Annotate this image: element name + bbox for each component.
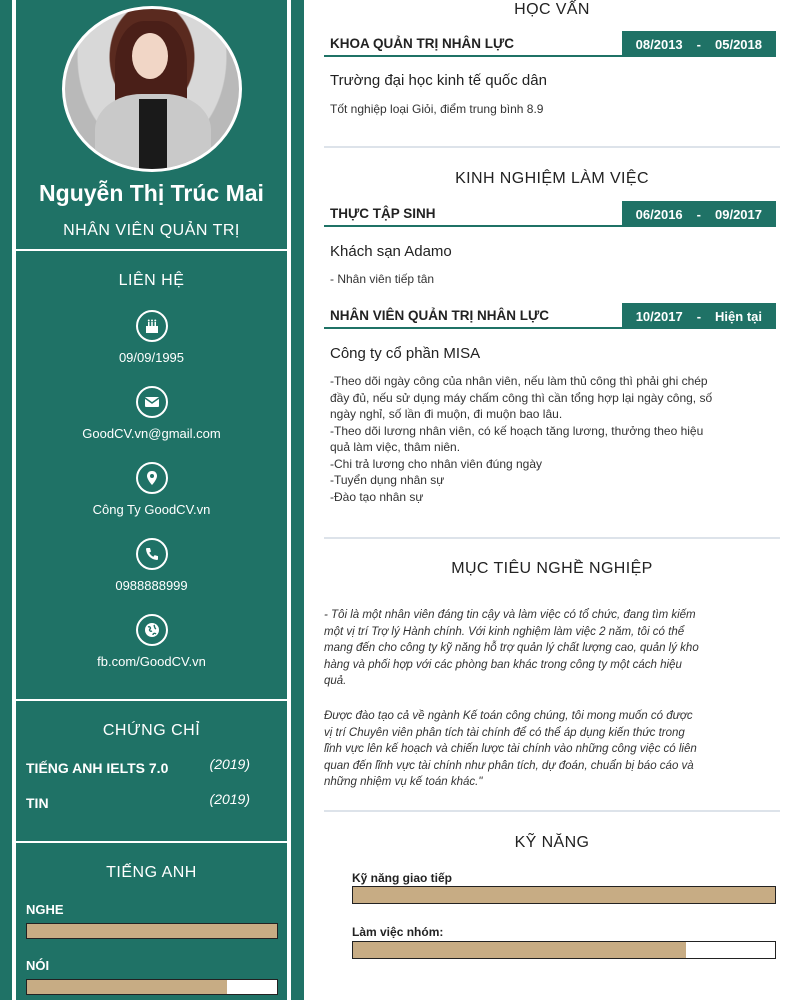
education-title: KHOA QUẢN TRỊ NHÂN LỰC	[330, 36, 514, 51]
description-line: -Theo dõi lương nhân viên, có kế hoạch tăng lương, thưởng theo hiệu	[330, 423, 704, 438]
objective-line: những nhiệm vụ kế toán khác."	[324, 776, 483, 788]
objective-line: một vị trí Trợ lý Hành chính. Với kinh nghiệm làm việc 2 năm, tôi có thể	[324, 625, 685, 638]
job-title: NHÂN VIÊN QUẢN TRỊ NHÂN LỰC	[330, 308, 549, 323]
description-line: - Nhân viên tiếp tân	[330, 272, 435, 286]
certificate-item	[26, 791, 276, 811]
job-description	[330, 373, 780, 505]
date-end: 09/2017	[715, 206, 762, 222]
profile-name: Nguyễn Thị Trúc Mai	[39, 180, 264, 206]
languages-heading: TIẾNG ANH	[106, 864, 197, 881]
skill-label: Làm việc nhóm:	[352, 925, 444, 939]
objective-line: vị trí Chuyên viên phân tích tài chính để có thể áp dụng kiến thức trong	[324, 726, 685, 739]
sidebar-divider	[16, 699, 287, 701]
certificate-item	[26, 756, 276, 776]
sidebar-divider	[16, 841, 287, 843]
section-divider	[324, 810, 780, 812]
date-start: 08/2013	[635, 36, 683, 52]
contact-address	[16, 462, 287, 517]
date-range: 06/2016 - 09/2017	[622, 201, 776, 227]
contact-email	[16, 386, 287, 441]
skills-heading: KỸ NĂNG	[514, 834, 590, 851]
objective-line: mang đến cho công ty kỹ năng hỗ trợ quản lý chất lượng cao, quản lý kho	[324, 642, 699, 654]
objective-line: Được đào tạo cả về ngành Kế toán công chúng, tôi mong muốn có được	[324, 710, 693, 722]
skill-label: Kỹ năng giao tiếp	[352, 871, 453, 885]
job-title: THỰC TẬP SINH	[330, 206, 436, 221]
date-range: 08/2013 - 05/2018	[622, 31, 776, 57]
date-end: Hiện tại	[715, 308, 762, 324]
education-row	[324, 31, 776, 57]
profile-role: NHÂN VIÊN QUẢN TRỊ	[63, 222, 240, 239]
location-icon	[136, 462, 168, 494]
contact-text[interactable]: 0988888999	[115, 578, 188, 593]
sidebar-border-right	[287, 0, 291, 1000]
language-label: NÓI	[26, 958, 50, 973]
description-line: -Tuyển dụng nhân sự	[330, 473, 445, 487]
objective-line: - Tôi là một nhân viên đáng tin cậy và làm việc có tổ chức, đang tìm kiếm	[324, 609, 696, 621]
contact-phone	[16, 538, 287, 593]
job-org: Công ty cổ phần MISA	[330, 345, 481, 362]
contact-text[interactable]: GoodCV.vn@gmail.com	[82, 426, 221, 441]
education-heading: HỌC VẤN	[514, 1, 590, 18]
education-org: Trường đại học kinh tế quốc dân	[330, 72, 547, 89]
skill-level-fill	[353, 887, 775, 903]
certificate-year: (2019)	[209, 791, 250, 807]
contact-text[interactable]: fb.com/GoodCV.vn	[97, 654, 206, 669]
objective-line: lĩnh vực lên kế hoạch và chiến lược tài chính vào những công việc có liên	[324, 743, 697, 755]
education-detail: Tốt nghiệp loại Giỏi, điểm trung bình 8.9	[330, 102, 544, 116]
contact-text: 09/09/1995	[118, 350, 185, 365]
description-line: đầy đủ, nếu sử dụng máy chấm công thì cần tổng hợp lại ngày công, số	[330, 390, 713, 405]
section-divider	[324, 146, 780, 148]
language-level-bar	[26, 923, 278, 939]
language-level-fill	[27, 980, 227, 994]
language-label: NGHE	[26, 902, 64, 917]
language-level-bar	[26, 979, 278, 995]
job-description	[330, 271, 780, 288]
job-org: Khách sạn Adamo	[330, 243, 452, 260]
avatar	[62, 6, 242, 172]
section-divider	[324, 537, 780, 539]
mail-icon	[136, 386, 168, 418]
date-start: 06/2016	[635, 206, 683, 222]
skill-level-bar	[352, 941, 776, 959]
description-line: ngày nghỉ, số lần đi muộn, đi muộn bao lâu.	[330, 407, 563, 421]
date-range: 10/2017 - Hiện tại	[622, 303, 776, 329]
description-line: -Đào tạo nhân sự	[330, 489, 424, 504]
certificate-name: TIẾNG ANH IELTS 7.0	[26, 760, 169, 776]
certificate-year: (2019)	[209, 756, 250, 772]
contact-birthday	[16, 310, 287, 365]
certificates-heading: CHỨNG CHỈ	[102, 722, 201, 739]
experience-heading: KINH NGHIỆM LÀM VIỆC	[455, 170, 649, 187]
objective-paragraph	[324, 708, 786, 791]
contact-text: Công Ty GoodCV.vn	[92, 502, 211, 517]
job-row	[324, 303, 776, 329]
job-row	[324, 201, 776, 227]
language-level-fill	[27, 924, 277, 938]
description-line: -Chi trả lương cho nhân viên đúng ngày	[330, 456, 543, 471]
objective-paragraph	[324, 607, 786, 690]
objective-line: quan đến lĩnh vực tài chính như phân tích, dự đoán, chuẩn bị báo cáo và	[324, 759, 694, 772]
globe-icon	[136, 614, 168, 646]
objective-line: quả.	[324, 675, 347, 687]
objective-line: hàng và phối hợp với các phòng ban khác trong công ty một cách hiệu	[324, 658, 682, 671]
date-end: 05/2018	[715, 36, 762, 52]
date-start: 10/2017	[635, 308, 683, 324]
contact-heading: LIÊN HỆ	[118, 272, 185, 289]
description-line: -Theo dõi ngày công của nhân viên, nếu làm thủ công thì phải ghi chép	[330, 374, 708, 388]
skill-level-fill	[353, 942, 686, 958]
contact-social	[16, 614, 287, 669]
sidebar-divider	[16, 249, 287, 251]
skill-level-bar	[352, 886, 776, 904]
description-line: quả làm việc, thâm niên.	[330, 440, 461, 454]
objective-heading: MỤC TIÊU NGHỀ NGHIỆP	[451, 560, 653, 577]
cake-icon	[136, 310, 168, 342]
certificate-name: TIN	[26, 795, 49, 811]
phone-icon	[136, 538, 168, 570]
